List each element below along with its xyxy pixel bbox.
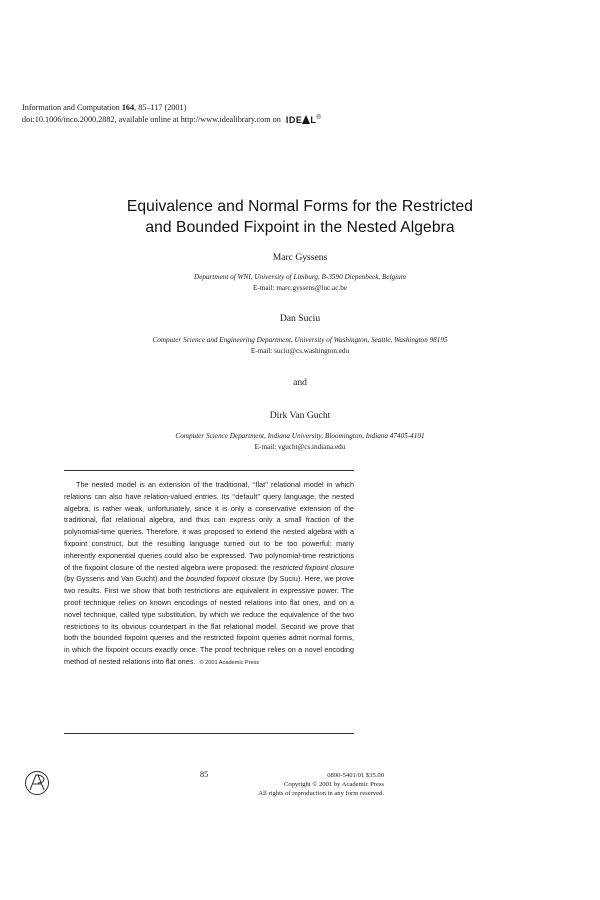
author-email: E-mail: marc.gyssens@luc.ac.be — [252, 284, 348, 292]
author-name: Marc Gyssens — [272, 252, 328, 263]
page-number: 85 — [200, 770, 209, 779]
publisher-footer — [258, 771, 384, 798]
paper-title: Equivalence and Normal Forms for the Restricted and Bounded Fixpoint in the Nested Algebra — [126, 198, 474, 236]
emphasis-bounded-fixpoint: bounded fixpoint closure — [186, 574, 266, 584]
journal-volume: 164 — [121, 103, 135, 112]
journal-citation — [22, 103, 321, 125]
doi-text: doi:10.1006/inco.2000.2882, available online at http://www.idealibrary.com on — [22, 115, 281, 124]
abstract-bottom-rule — [64, 733, 354, 734]
journal-line-1: Information and Computation 164, 85–117 (2001) — [22, 103, 187, 112]
author-email: E-mail: suciu@cs.washington.edu — [250, 347, 350, 355]
footer-copyright: Copyright © 2001 by Academic Press — [283, 781, 384, 788]
abstract: The nested model is an extension of the traditional, ‘‘flat’’ relational model in which relations can also have relation-valued entries. Its ‘‘default’’ query language, the nested algebra, is rather weak, unfortunately, since it is only a conservative extension of the traditional, flat relational algebra, and thus can express only a small fraction of the polynomial-time queries. Therefore, it was proposed to extend the nested algebra with a fixpoint construct, but the resulting language turned out to be too powerful: many inherently exponential queries could also be expressed. Two polynomial-time restrictions of the fixpoint closure of the nested algebra were proposed: the restricted fixpoint closure (by Gyssens and Van Gucht) and the bounded fixpoint closure (by Suciu). Here, we prove two results. First we show that both restrictions are equivalent in expressive power. The proof technique relies on known encodings of nested relations into flat ones, and on a novel technique, called type substitution, by which we reduce the equivalence of the two restrictions to its obvious counterpart in the flat relational model. Second we prove that both the bounded fixpoint queries and the restricted fixpoint queries admit normal forms, in which the fixpoint occurs exactly once. The proof technique relies on a novel encoding method of nested relations into flat ones. © 2001 Academic Press — [64, 480, 355, 666]
issn-price: 0890-5401/01 $35.00 — [327, 772, 384, 779]
author-affiliation: Department of WNI, University of Limburg, B-3590 Diepenbeek, Belgium — [194, 273, 406, 281]
author-name: Dirk Van Gucht — [269, 410, 331, 421]
emphasis-restricted-fixpoint: restricted fixpoint closure — [272, 562, 354, 572]
and-separator: and — [293, 377, 307, 388]
author-email: E-mail: vgucht@cs.indiana.edu — [254, 443, 346, 451]
abstract-copyright: © 2001 Academic Press — [199, 659, 260, 666]
abstract-top-rule — [64, 470, 354, 471]
author-affiliation: Computer Science Department, Indiana University, Bloomington, Indiana 47405-4101 — [175, 432, 425, 440]
footer-rights: All rights of reproduction in any form reserved. — [258, 790, 384, 797]
journal-line-2 — [22, 113, 321, 125]
academic-press-logo-icon — [24, 770, 50, 796]
author-affiliation: Computer Science and Engineering Department, University of Washington, Seattle, Washington 98195 — [152, 336, 448, 344]
author-name: Dan Suciu — [279, 313, 321, 324]
ideal-logo-icon: IDE L® — [285, 115, 322, 125]
